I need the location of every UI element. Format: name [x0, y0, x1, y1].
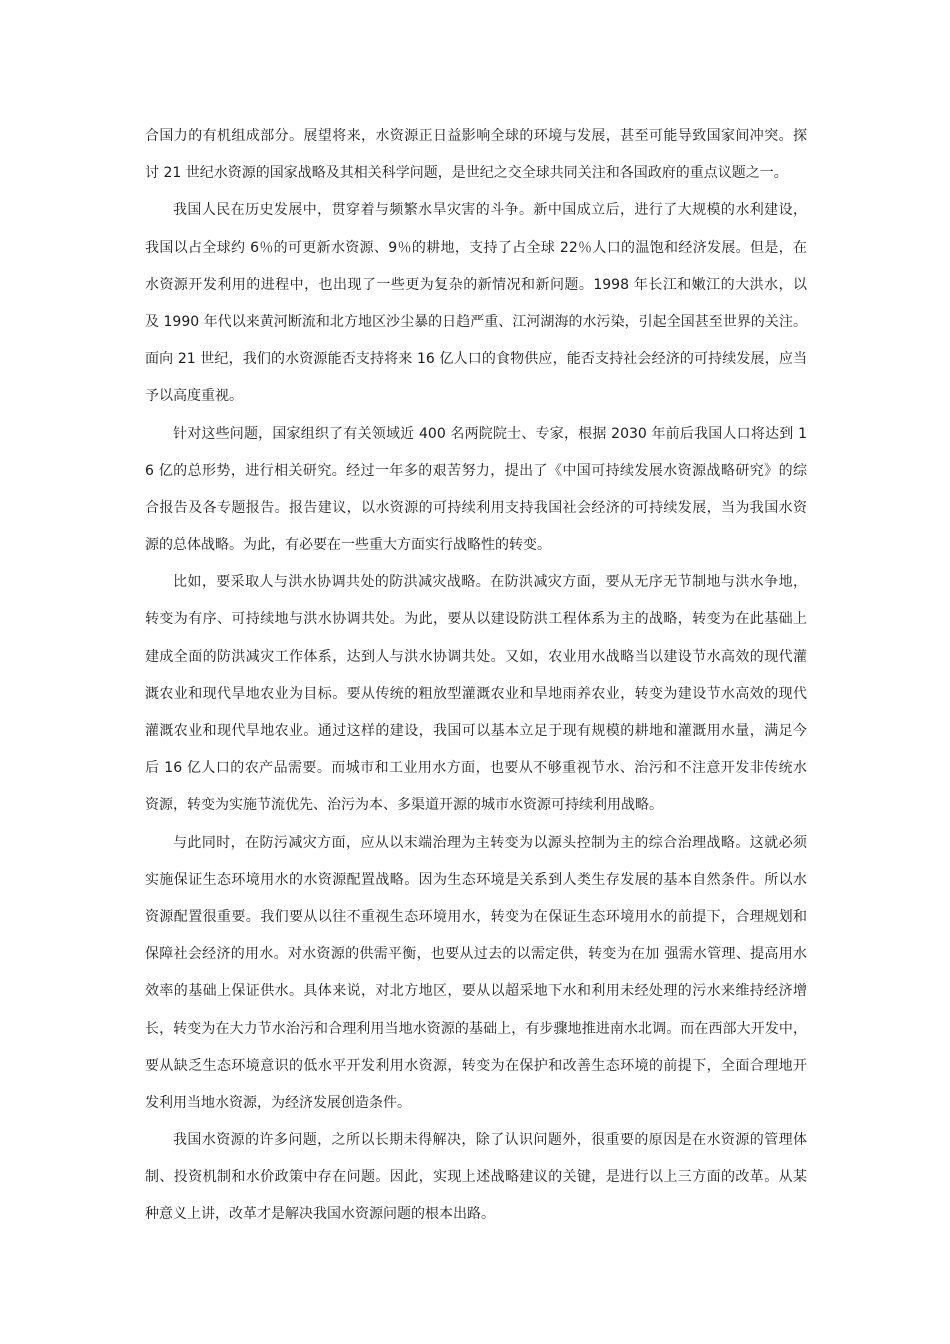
text-line: 我国以占全球约 6％的可更新水资源、9％的耕地，支持了占全球 22％人口的温饱和经济发展。但是，在 [145, 239, 807, 256]
text-line: 种意义上讲，改革才是解决我国水资源问题的根本出路。 [145, 1206, 495, 1223]
text-line: 实施保证生态环境用水的水资源配置战略。因为生态环境是关系到人类生存发展的基本自然条件。所以水 [145, 871, 807, 888]
text-line: 面向 21 世纪，我们的水资源能否支持将来 16 亿人口的食物供应，能否支持社会经济的可持续发展，应当 [145, 351, 807, 368]
paragraph [145, 416, 807, 565]
text-line: 发利用当地水资源，为经济发展创造条件。 [145, 1094, 411, 1111]
paragraph [145, 564, 807, 824]
text-line: 转变为有序、可持续地与洪水协调共处。为此，要从以建设防洪工程体系为主的战略，转变为在此基础上 [145, 611, 807, 628]
text-line: 溉农业和现代旱地农业为目标。要从传统的粗放型灌溉农业和旱地雨养农业，转变为建设节水高效的现代 [145, 685, 807, 702]
text-line: 针对这些问题，国家组织了有关领域近 400 名两院院士、专家，根据 2030 年前后我国人口将达到 1 [173, 425, 807, 442]
text-line: 合报告及各专题报告。报告建议，以水资源的可持续利用支持我国社会经济的可持续发展，当为我国水资 [145, 499, 807, 516]
text-line: 与此同时，在防污减灾方面，应从以末端治理为主转变为以源头控制为主的综合治理战略。这就必须 [173, 834, 807, 851]
text-line: 比如，要采取人与洪水协调共处的防洪减灾战略。在防洪减灾方面，要从无序无节制地与洪水争地， [173, 574, 807, 591]
text-line: 及 1990 年代以来黄河断流和北方地区沙尘暴的日趋严重、江河湖海的水污染，引起全国甚至世界的关注。 [145, 313, 807, 330]
text-line: 资源配置很重要。我们要从以往不重视生态环境用水，转变为在保证生态环境用水的前提下，合理规划和 [145, 908, 807, 925]
paragraph [145, 192, 807, 415]
paragraph [145, 825, 807, 1123]
text-line: 水资源开发利用的进程中，也出现了一些更为复杂的新情况和新问题。1998 年长江和嫩江的大洪水，以 [145, 276, 807, 293]
text-line: 效率的基础上保证供水。具体来说，对北方地区，要从以超采地下水和利用未经处理的污水来维持经济增 [145, 983, 807, 1000]
text-line: 予以高度重视。 [145, 388, 243, 405]
paragraph [145, 1122, 807, 1234]
text-line: 灌溉农业和现代旱地农业。通过这样的建设，我国可以基本立足于现有规模的耕地和灌溉用水量，满足今 [145, 723, 807, 739]
paragraph [145, 118, 807, 192]
text-line: 保障社会经济的用水。对水资源的供需平衡，也要从过去的以需定供，转变为在加 强需水管理、提高用水 [145, 946, 807, 963]
text-line: 合国力的有机组成部分。展望将来，水资源正日益影响全球的环境与发展，甚至可能导致国家间冲突。探 [145, 128, 807, 144]
text-line: 要从缺乏生态环境意识的低水平开发利用水资源，转变为在保护和改善生态环境的前提下，全面合理地开 [145, 1057, 807, 1074]
text-line: 长，转变为在大力节水治污和合理利用当地水资源的基础上，有步骤地推进南水北调。而在西部大开发中， [145, 1020, 807, 1037]
text-line: 制、投资机制和水价政策中存在问题。因此，实现上述战略建议的关键，是进行以上三方面的改革。从某 [145, 1169, 807, 1186]
text-line: 讨 21 世纪水资源的国家战略及其相关科学问题，是世纪之交全球共同关注和各国政府的重点议题之一。 [145, 165, 788, 182]
text-line: 我国人民在历史发展中，贯穿着与频繁水旱灾害的斗争。新中国成立后，进行了大规模的水利建设， [173, 202, 807, 219]
text-line: 后 16 亿人口的农产品需要。而城市和工业用水方面，也要从不够重视节水、治污和不注意开发非传统水 [145, 760, 807, 777]
text-line: 我国水资源的许多问题，之所以长期未得解决，除了认识问题外，很重要的原因是在水资源的管理体 [173, 1132, 807, 1149]
text-line: 6 亿的总形势，进行相关研究。经过一年多的艰苦努力，提出了《中国可持续发展水资源战略研究》的综 [145, 462, 807, 479]
text-line: 建成全面的防洪减灾工作体系，达到人与洪水协调共处。又如，农业用水战略当以建设节水高效的现代灌 [145, 648, 807, 665]
text-line: 资源，转变为实施节流优先、治污为本、多渠道开源的城市水资源可持续利用战略。 [145, 797, 663, 814]
text-line: 源的总体战略。为此，有必要在一些重大方面实行战略性的转变。 [145, 537, 551, 554]
document-body [145, 118, 807, 1234]
